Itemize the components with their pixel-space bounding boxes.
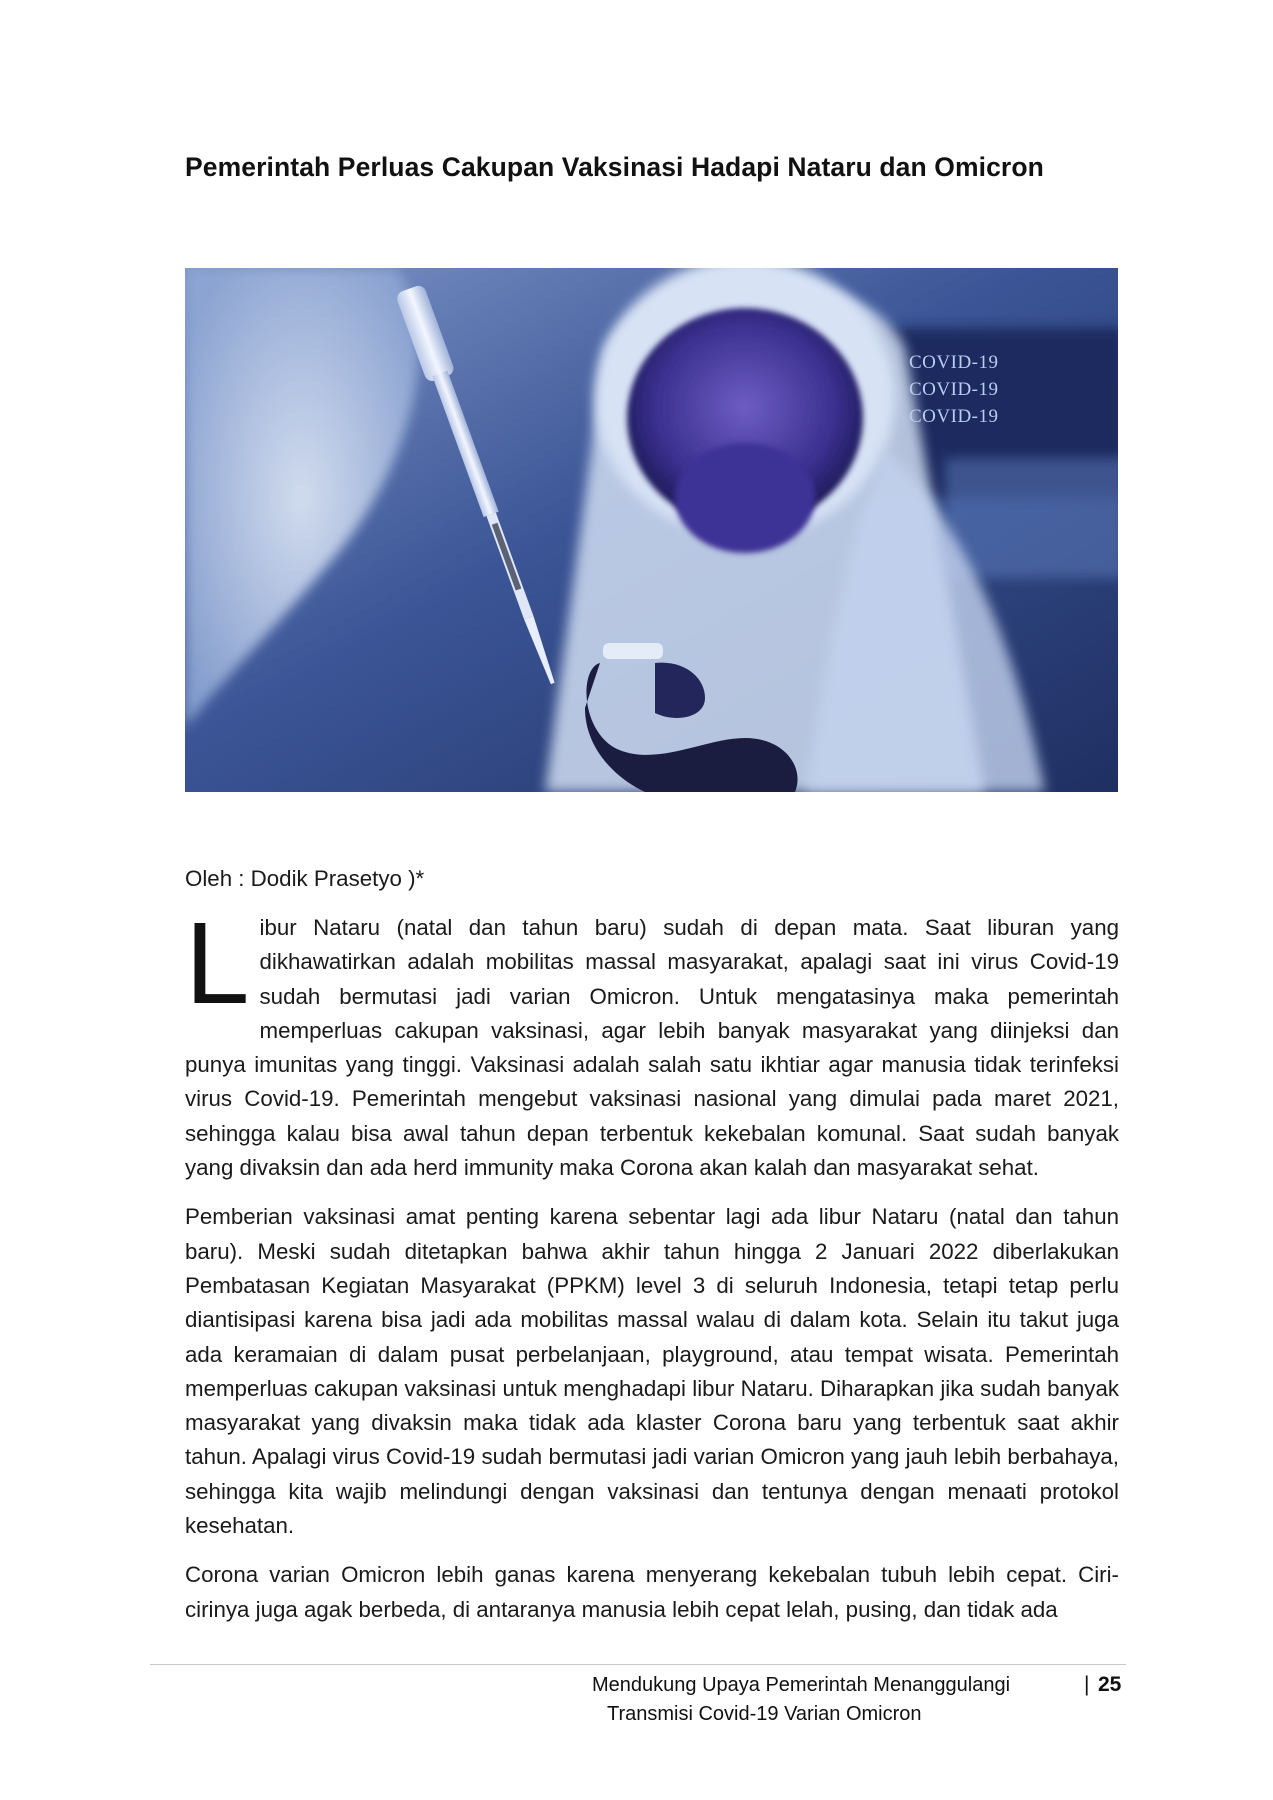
article-photo-lab-pipette	[185, 268, 1118, 792]
screen-label-2: COVID-19	[909, 379, 999, 400]
footer-separator: |	[1084, 1673, 1090, 1696]
footer-divider	[150, 1664, 1126, 1665]
lab-scene-illustration	[185, 268, 1118, 792]
screen-label-3: COVID-19	[909, 406, 999, 427]
drop-cap: L	[185, 898, 250, 1028]
paragraph-1	[185, 898, 1119, 1185]
footer-title-line-1: Mendukung Upaya Pemerintah Menanggulangi	[592, 1674, 1011, 1696]
article-author: Oleh : Dodik Prasetyo )*	[185, 866, 425, 891]
paragraph-1-text: ibur Nataru (natal dan tahun baru) sudah di depan mata. Saat liburan yang dikhawatirkan adalah mobilitas massal masyarakat, apalagi saat ini virus Covid-19 sudah bermutasi jadi varian Omicron. Untuk mengatasinya maka pemerintah memperluas cakupan vaksinasi, agar lebih banyak masyarakat yang diinjeksi dan punya imunitas yang tinggi. Vaksinasi adalah salah satu ikhtiar agar manusia tidak terinfeksi virus Covid-19. Pemerintah mengebut vaksinasi nasional yang dimulai pada maret 2021, sehingga kalau bisa awal tahun depan terbentuk kekebalan komunal. Saat sudah banyak yang divaksin dan ada herd immunity maka Corona akan kalah dan masyarakat sehat.	[185, 915, 1119, 1181]
screen-label-1: COVID-19	[909, 352, 999, 373]
footer-title-line-2: Transmisi Covid-19 Varian Omicron	[607, 1703, 922, 1725]
page-number: 25	[1098, 1673, 1122, 1696]
paragraph-3: Corona varian Omicron lebih ganas karena menyerang kekebalan tubuh lebih cepat. Ciri-cirinya juga agak berbeda, di antaranya manusia lebih cepat lelah, pusing, dan tidak ada	[185, 1562, 1119, 1622]
paragraph-2: Pemberian vaksinasi amat penting karena sebentar lagi ada libur Nataru (natal dan tahun baru). Meski sudah ditetapkan bahwa akhir tahun hingga 2 Januari 2022 diberlakukan Pembatasan Kegiatan Masyarakat (PPKM) level 3 di seluruh Indonesia, tetapi tetap perlu diantisipasi karena bisa jadi ada mobilitas massal walau di dalam kota. Selain itu takut juga ada keramaian di dalam pusat perbelanjaan, playground, atau tempat wisata. Pemerintah memperluas cakupan vaksinasi untuk menghadapi libur Nataru. Diharapkan jika sudah banyak masyarakat yang divaksin maka tidak ada klaster Corona baru yang terbentuk saat akhir tahun. Apalagi virus Covid-19 sudah bermutasi jadi varian Omicron yang jauh lebih berbahaya, sehingga kita wajib melindungi dengan vaksinasi dan tentunya dengan menaati protokol kesehatan.	[185, 1204, 1119, 1539]
article-body	[185, 898, 1119, 1642]
article-title: Pemerintah Perluas Cakupan Vaksinasi Hadapi Nataru dan Omicron	[185, 152, 1044, 182]
